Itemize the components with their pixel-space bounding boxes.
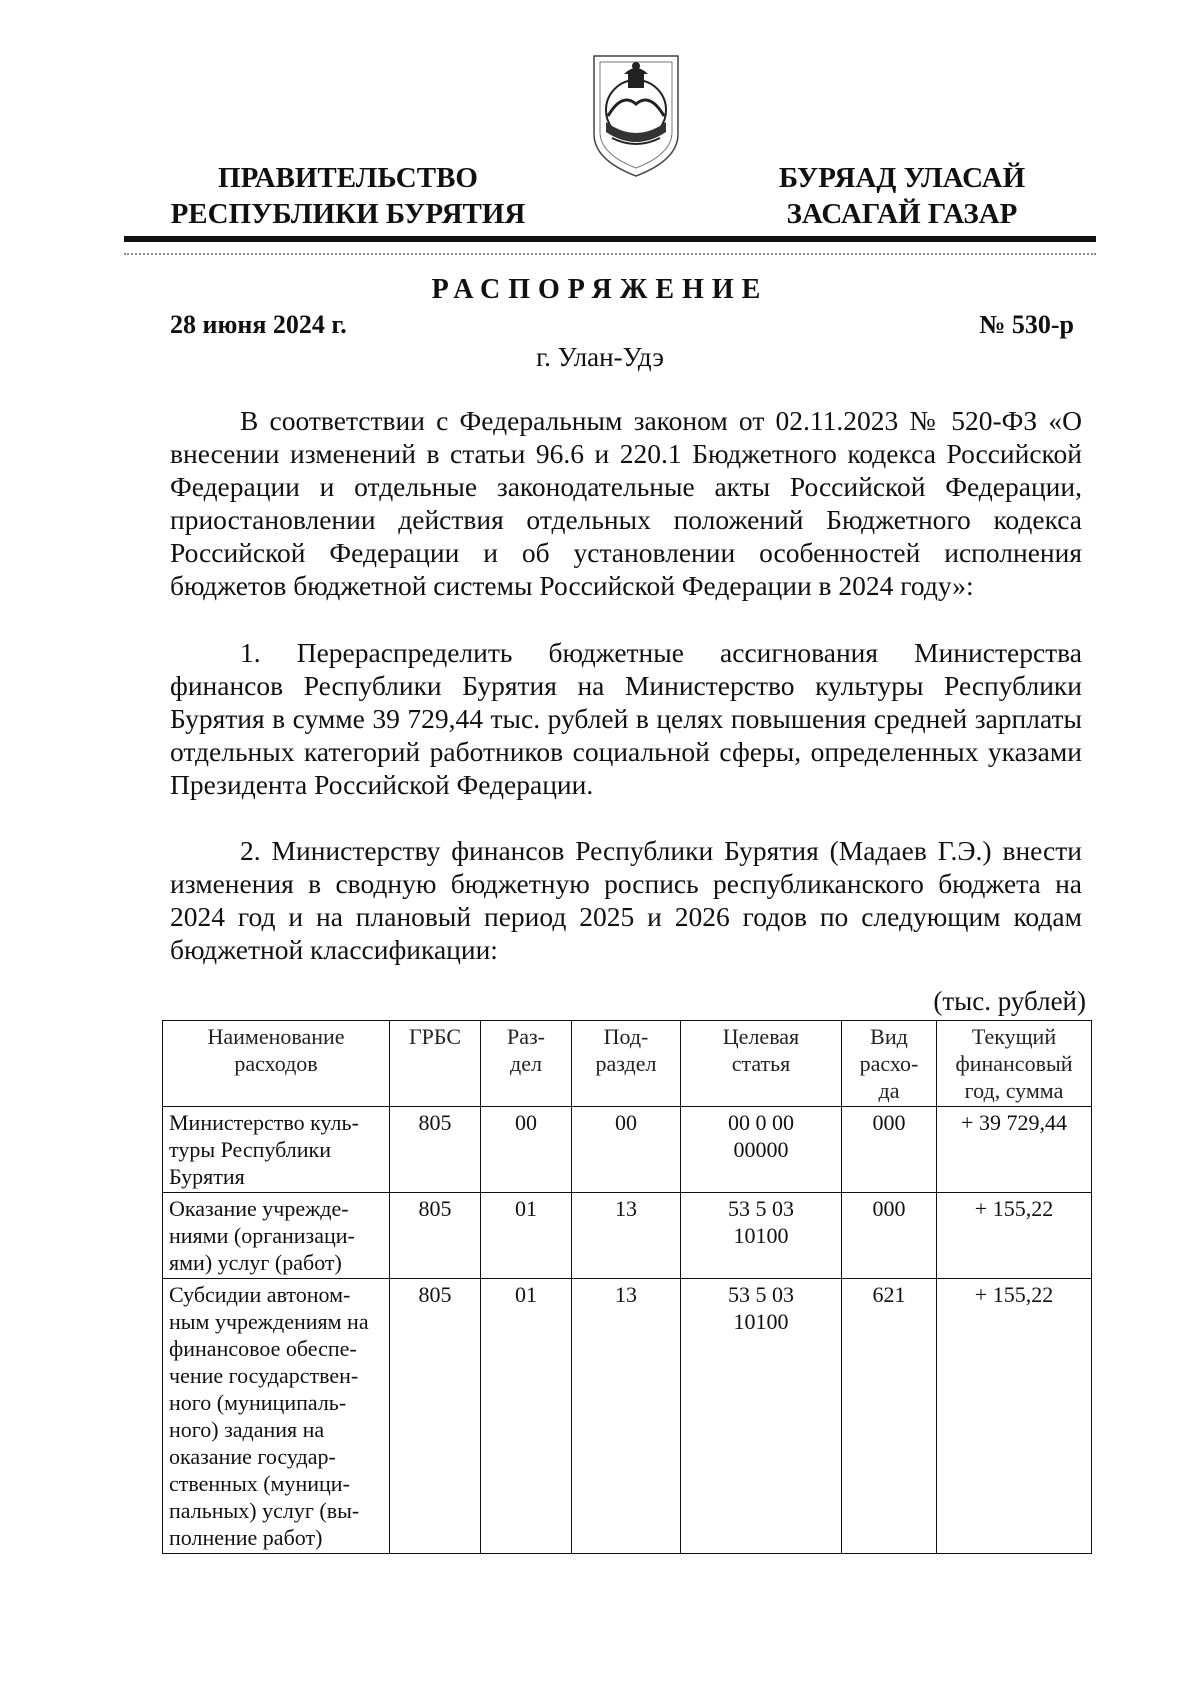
row-name: Оказание учрежде- ниями (организаци- ями) услуг (работ)	[169, 1196, 355, 1275]
paragraph-item-2: 2. Министерству финансов Республики Бурятия (Мадаев Г.Э.) внести изменения в сводную бюджетную роспись республиканского бюджета на 2024 год и на плановый период 2025 и 2026 годов по следующим кодам бюджетной классификации:	[170, 835, 1082, 965]
header-cell	[163, 1021, 390, 1107]
row-name: Субсидии автоном- ным учреждениям на финансовое обеспе- чение государствен- ного (муниципаль- ного) задания на оказание государ- ственных (муници- пальных) услуг (вы- полнение работ)	[169, 1282, 369, 1550]
table-cell	[681, 1107, 842, 1193]
table-cell	[937, 1279, 1092, 1554]
document-number: № 530-р	[979, 310, 1074, 339]
table-cell	[390, 1193, 481, 1279]
table-cell	[572, 1193, 681, 1279]
row-vid: 621	[872, 1282, 906, 1307]
header-cell	[481, 1021, 572, 1107]
table-cell	[572, 1107, 681, 1193]
table-row	[163, 1193, 1092, 1279]
header-grbs: ГРБС	[408, 1024, 462, 1049]
table-cell	[842, 1279, 937, 1554]
row-vid: 000	[872, 1196, 906, 1221]
header-cell	[842, 1021, 937, 1107]
table-cell	[390, 1107, 481, 1193]
row-celevaya: 53 5 03 10100	[728, 1282, 794, 1334]
table-cell	[481, 1193, 572, 1279]
header-cell	[572, 1021, 681, 1107]
header-divider	[124, 236, 1096, 242]
table-cell	[681, 1193, 842, 1279]
header-sum: Текущий финансовый год, сумма	[955, 1024, 1073, 1103]
row-grbs: 805	[418, 1110, 452, 1135]
header-cell	[937, 1021, 1092, 1107]
header-cell	[390, 1021, 481, 1107]
row-grbs: 805	[418, 1196, 452, 1221]
row-celevaya: 53 5 03 10100	[728, 1196, 794, 1248]
row-podrazdel: 13	[615, 1282, 637, 1307]
document-type: РАСПОРЯЖЕНИЕ	[431, 274, 769, 305]
table-cell	[681, 1279, 842, 1554]
table-row	[163, 1279, 1092, 1554]
table-cell	[937, 1193, 1092, 1279]
government-title-bua	[742, 160, 1062, 232]
paragraph-preamble: В соответствии с Федеральным законом от 02.11.2023 № 520-ФЗ «О внесении изменений в статьи 96.6 и 220.1 Бюджетного кодекса Российской Федерации и отдельные законодательные акты Российской Федерации, приостановлении действия отдельных положений Бюджетного кодекса Российской Федерации и об установлении особенностей исполнения бюджетов бюджетной системы Российской Федерации в 2024 году»:	[170, 405, 1082, 601]
header-razdel: Раз- дел	[506, 1024, 546, 1076]
row-name: Министерство куль- туры Республики Бурятия	[169, 1110, 359, 1189]
budget-table	[162, 1020, 1092, 1554]
government-title-ru	[168, 160, 528, 232]
coat-of-arms-icon	[588, 52, 684, 178]
table-cell	[842, 1193, 937, 1279]
row-celevaya: 00 0 00 00000	[728, 1110, 794, 1162]
row-razdel: 01	[515, 1196, 537, 1221]
table-cell	[481, 1279, 572, 1554]
row-razdel: 01	[515, 1282, 537, 1307]
table-cell	[163, 1279, 390, 1554]
row-sum: + 155,22	[974, 1196, 1054, 1221]
header-celevaya: Целевая статья	[722, 1024, 800, 1076]
document-date: 28 июня 2024 г.	[170, 310, 347, 339]
table-cell	[390, 1279, 481, 1554]
row-sum: + 39 729,44	[961, 1110, 1067, 1135]
table-row	[163, 1107, 1092, 1193]
header-cell	[681, 1021, 842, 1107]
header-podrazdel: Под- раздел	[595, 1024, 657, 1076]
row-sum: + 155,22	[974, 1282, 1054, 1307]
row-razdel: 00	[515, 1110, 537, 1135]
row-grbs: 805	[418, 1282, 452, 1307]
government-title-ru-text: ПРАВИТЕЛЬСТВО РЕСПУБЛИКИ БУРЯТИЯ	[170, 162, 526, 230]
header-dotted-divider	[124, 253, 1096, 255]
paragraph-item-1: 1. Перераспределить бюджетные ассигнования Министерства финансов Республики Бурятия на Министерство культуры Республики Бурятия в сумме 39 729,44 тыс. рублей в целях повышения средней зарплаты отдельных категорий работников социальной сферы, определенных указами Президента Российской Федерации.	[170, 637, 1082, 800]
table-cell	[481, 1107, 572, 1193]
table-cell	[163, 1107, 390, 1193]
government-title-bua-text: БУРЯАД УЛАСАЙ ЗАСАГАЙ ГАЗАР	[778, 162, 1026, 230]
table-cell	[842, 1107, 937, 1193]
header-vid: Вид расхо- да	[859, 1024, 919, 1103]
table-header-row	[163, 1021, 1092, 1107]
header-name: Наименование расходов	[207, 1024, 345, 1076]
document-city: г. Улан-Удэ	[536, 342, 664, 372]
row-vid: 000	[872, 1110, 906, 1135]
table-cell	[163, 1193, 390, 1279]
table-cell	[937, 1107, 1092, 1193]
table-cell	[572, 1279, 681, 1554]
row-podrazdel: 00	[615, 1110, 637, 1135]
table-unit-note: (тыс. рублей)	[933, 986, 1086, 1016]
row-podrazdel: 13	[615, 1196, 637, 1221]
